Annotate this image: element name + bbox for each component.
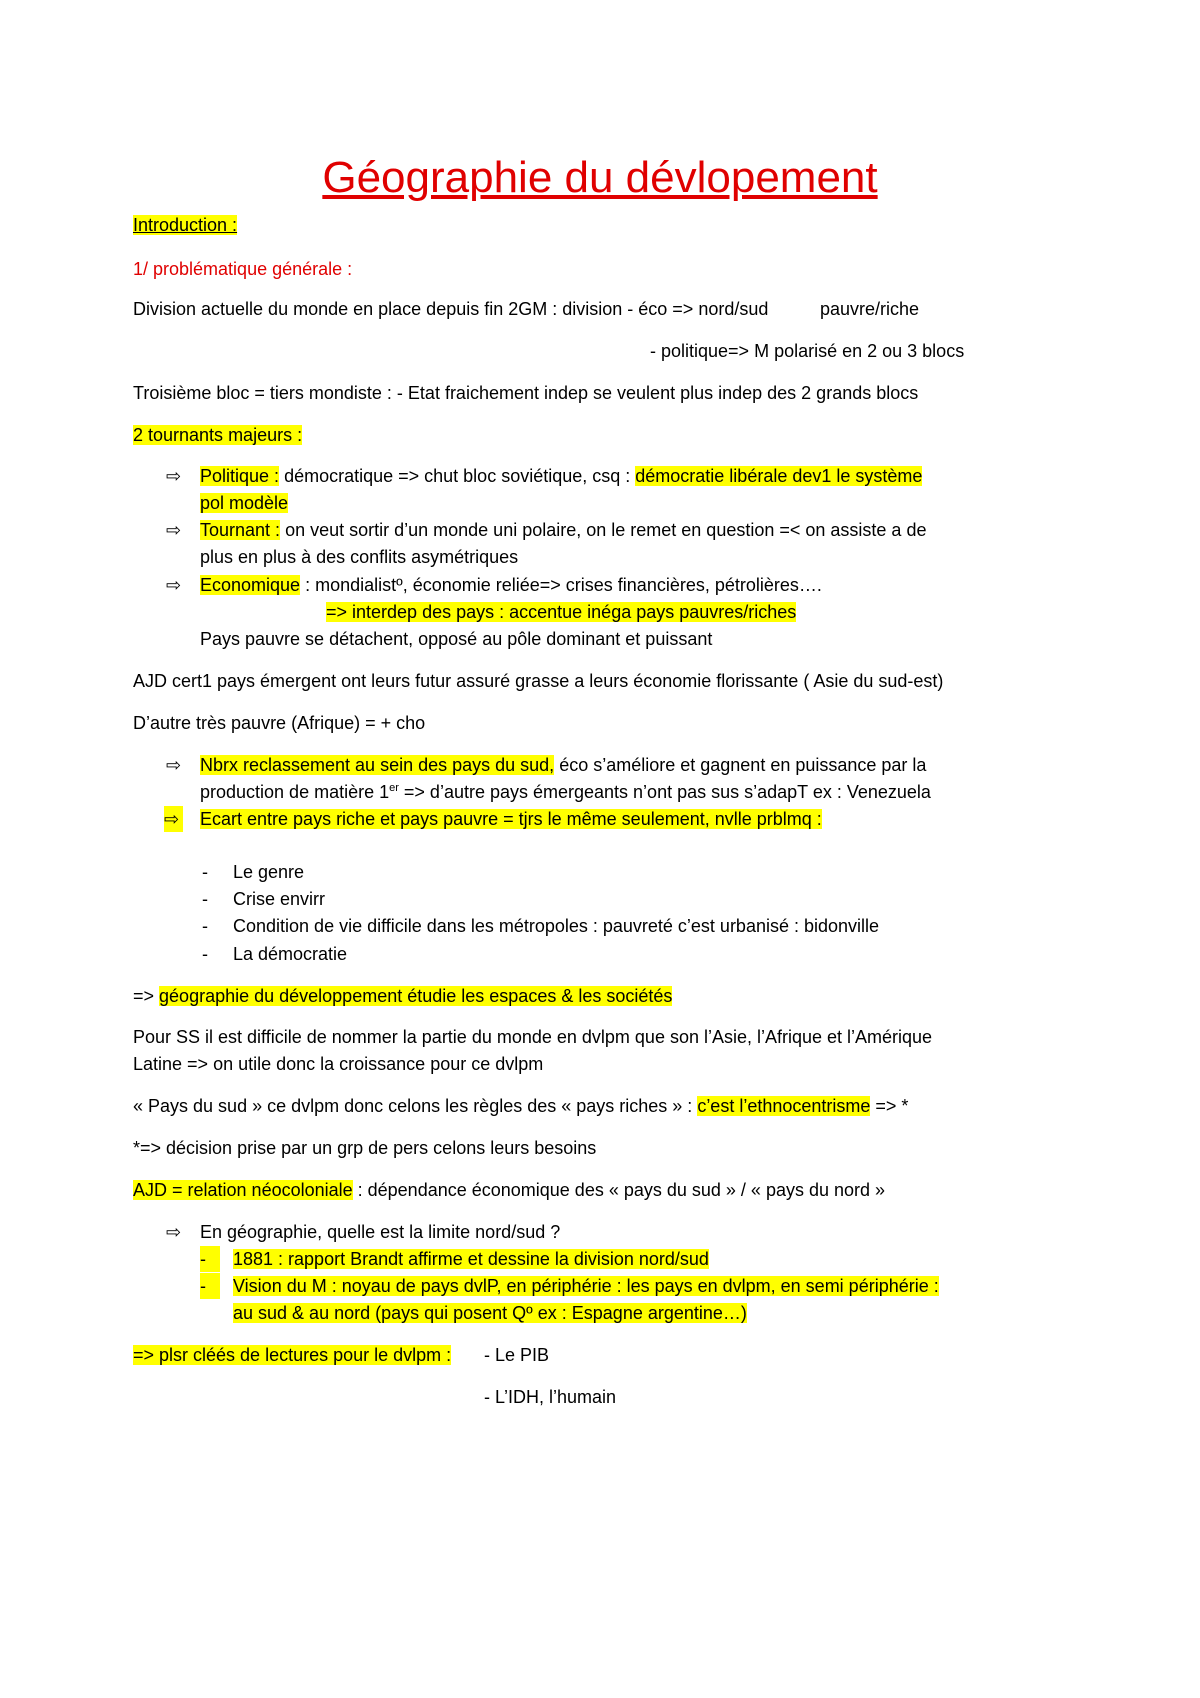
ajd-line: AJD cert1 pays émergent ont leurs futur assuré grasse a leurs économie florissante ( Asie du sud-est) (133, 671, 944, 691)
bullet-tournant: Tournant : on veut sortir d’un monde uni polaire, on le remet en question =< on assiste a de (200, 520, 927, 540)
pour-ss-line-cont: Latine => on utile donc la croissance pour ce dvlpm (133, 1054, 544, 1074)
bullet-reclassement-cont: production de matière 1er => d’autre pays émergeants n’ont pas sus s’adapT ex : Venezuela (200, 782, 931, 802)
bullet-limite: En géographie, quelle est la limite nord/sud ? (200, 1222, 561, 1242)
list-item: Le genre (233, 862, 305, 882)
bullet-economique-cont: Pays pauvre se détachent, opposé au pôle dominant et puissant (200, 629, 713, 649)
dash-bullet: - (200, 1273, 220, 1299)
dash-bullet: - (202, 916, 208, 936)
arrow-right-outline-icon: ⇨ (164, 806, 183, 832)
bullet-economique: Economique : mondialistº, économie reliée=> crises financières, pétrolières…. (200, 575, 822, 595)
list-item: Crise envirr (233, 889, 326, 909)
division-line-end: pauvre/riche (820, 299, 920, 319)
list-item: Condition de vie difficile dans les métropoles : pauvreté c’est urbanisé : bidonville (233, 916, 880, 936)
bullet-reclassement: Nbrx reclassement au sein des pays du sud, éco s’améliore et gagnent en puissance par la (200, 755, 927, 775)
section-heading: 1/ problématique générale : (133, 259, 353, 279)
plsr-idh: - L’IDH, l’humain (484, 1387, 617, 1407)
bullet-politique-cont: pol modèle (200, 493, 289, 513)
plsr-pib: - Le PIB (484, 1345, 550, 1365)
politique-line: - politique=> M polarisé en 2 ou 3 blocs (650, 341, 965, 361)
decision-line: *=> décision prise par un grp de pers celons leurs besoins (133, 1138, 597, 1158)
dautre-line: D’autre très pauvre (Afrique) = + cho (133, 713, 426, 733)
sub-item-vision: Vision du M : noyau de pays dvlP, en périphérie : les pays en dvlpm, en semi périphérie : (233, 1276, 939, 1296)
dash-bullet: - (202, 944, 208, 964)
geo-dev-line: => géographie du développement étudie les espaces & les sociétés (133, 986, 673, 1006)
ajd-neocoloniale-line: AJD = relation néocoloniale : dépendance économique des « pays du sud » / « pays du nord » (133, 1180, 886, 1200)
arrow-right-outline-icon: ⇨ (166, 520, 182, 540)
pour-ss-line: Pour SS il est difficile de nommer la partie du monde en dvlpm que son l’Asie, l’Afrique et l’Amérique (133, 1027, 933, 1047)
arrow-right-outline-icon: ⇨ (166, 755, 182, 775)
bullet-economique-hl: => interdep des pays : accentue inéga pays pauvres/riches (326, 602, 797, 622)
dash-bullet: - (202, 889, 208, 909)
tournants-heading: 2 tournants majeurs : (133, 425, 303, 445)
arrow-right-outline-icon: ⇨ (166, 575, 182, 595)
arrow-right-outline-icon: ⇨ (166, 1222, 182, 1242)
list-item: La démocratie (233, 944, 348, 964)
dash-bullet: - (202, 862, 208, 882)
bullet-politique: Politique : démocratique => chut bloc soviétique, csq : démocratie libérale dev1 le système (200, 466, 923, 486)
pays-sud-line: « Pays du sud » ce dvlpm donc celons les règles des « pays riches » : c’est l’ethnocentrisme => * (133, 1096, 909, 1116)
bullet-ecart: Ecart entre pays riche et pays pauvre = tjrs le même seulement, nvlle prblmq : (200, 809, 822, 829)
page-title: Géographie du dévlopement (322, 153, 878, 202)
dash-bullet: - (200, 1246, 220, 1272)
division-line: Division actuelle du monde en place depuis fin 2GM : division - éco => nord/sud (133, 299, 769, 319)
plsr-line: => plsr cléés de lectures pour le dvlpm : (133, 1345, 452, 1365)
arrow-right-outline-icon: ⇨ (166, 466, 182, 486)
troisieme-bloc-line: Troisième bloc = tiers mondiste : - Etat fraichement indep se veulent plus indep des 2 grands blocs (133, 383, 919, 403)
bullet-tournant-cont: plus en plus à des conflits asymétriques (200, 547, 519, 567)
sub-item-brandt: 1881 : rapport Brandt affirme et dessine la division nord/sud (233, 1249, 709, 1269)
sub-item-vision-cont: au sud & au nord (pays qui posent Qº ex : Espagne argentine…) (233, 1303, 747, 1323)
intro-label: Introduction : (133, 215, 238, 235)
